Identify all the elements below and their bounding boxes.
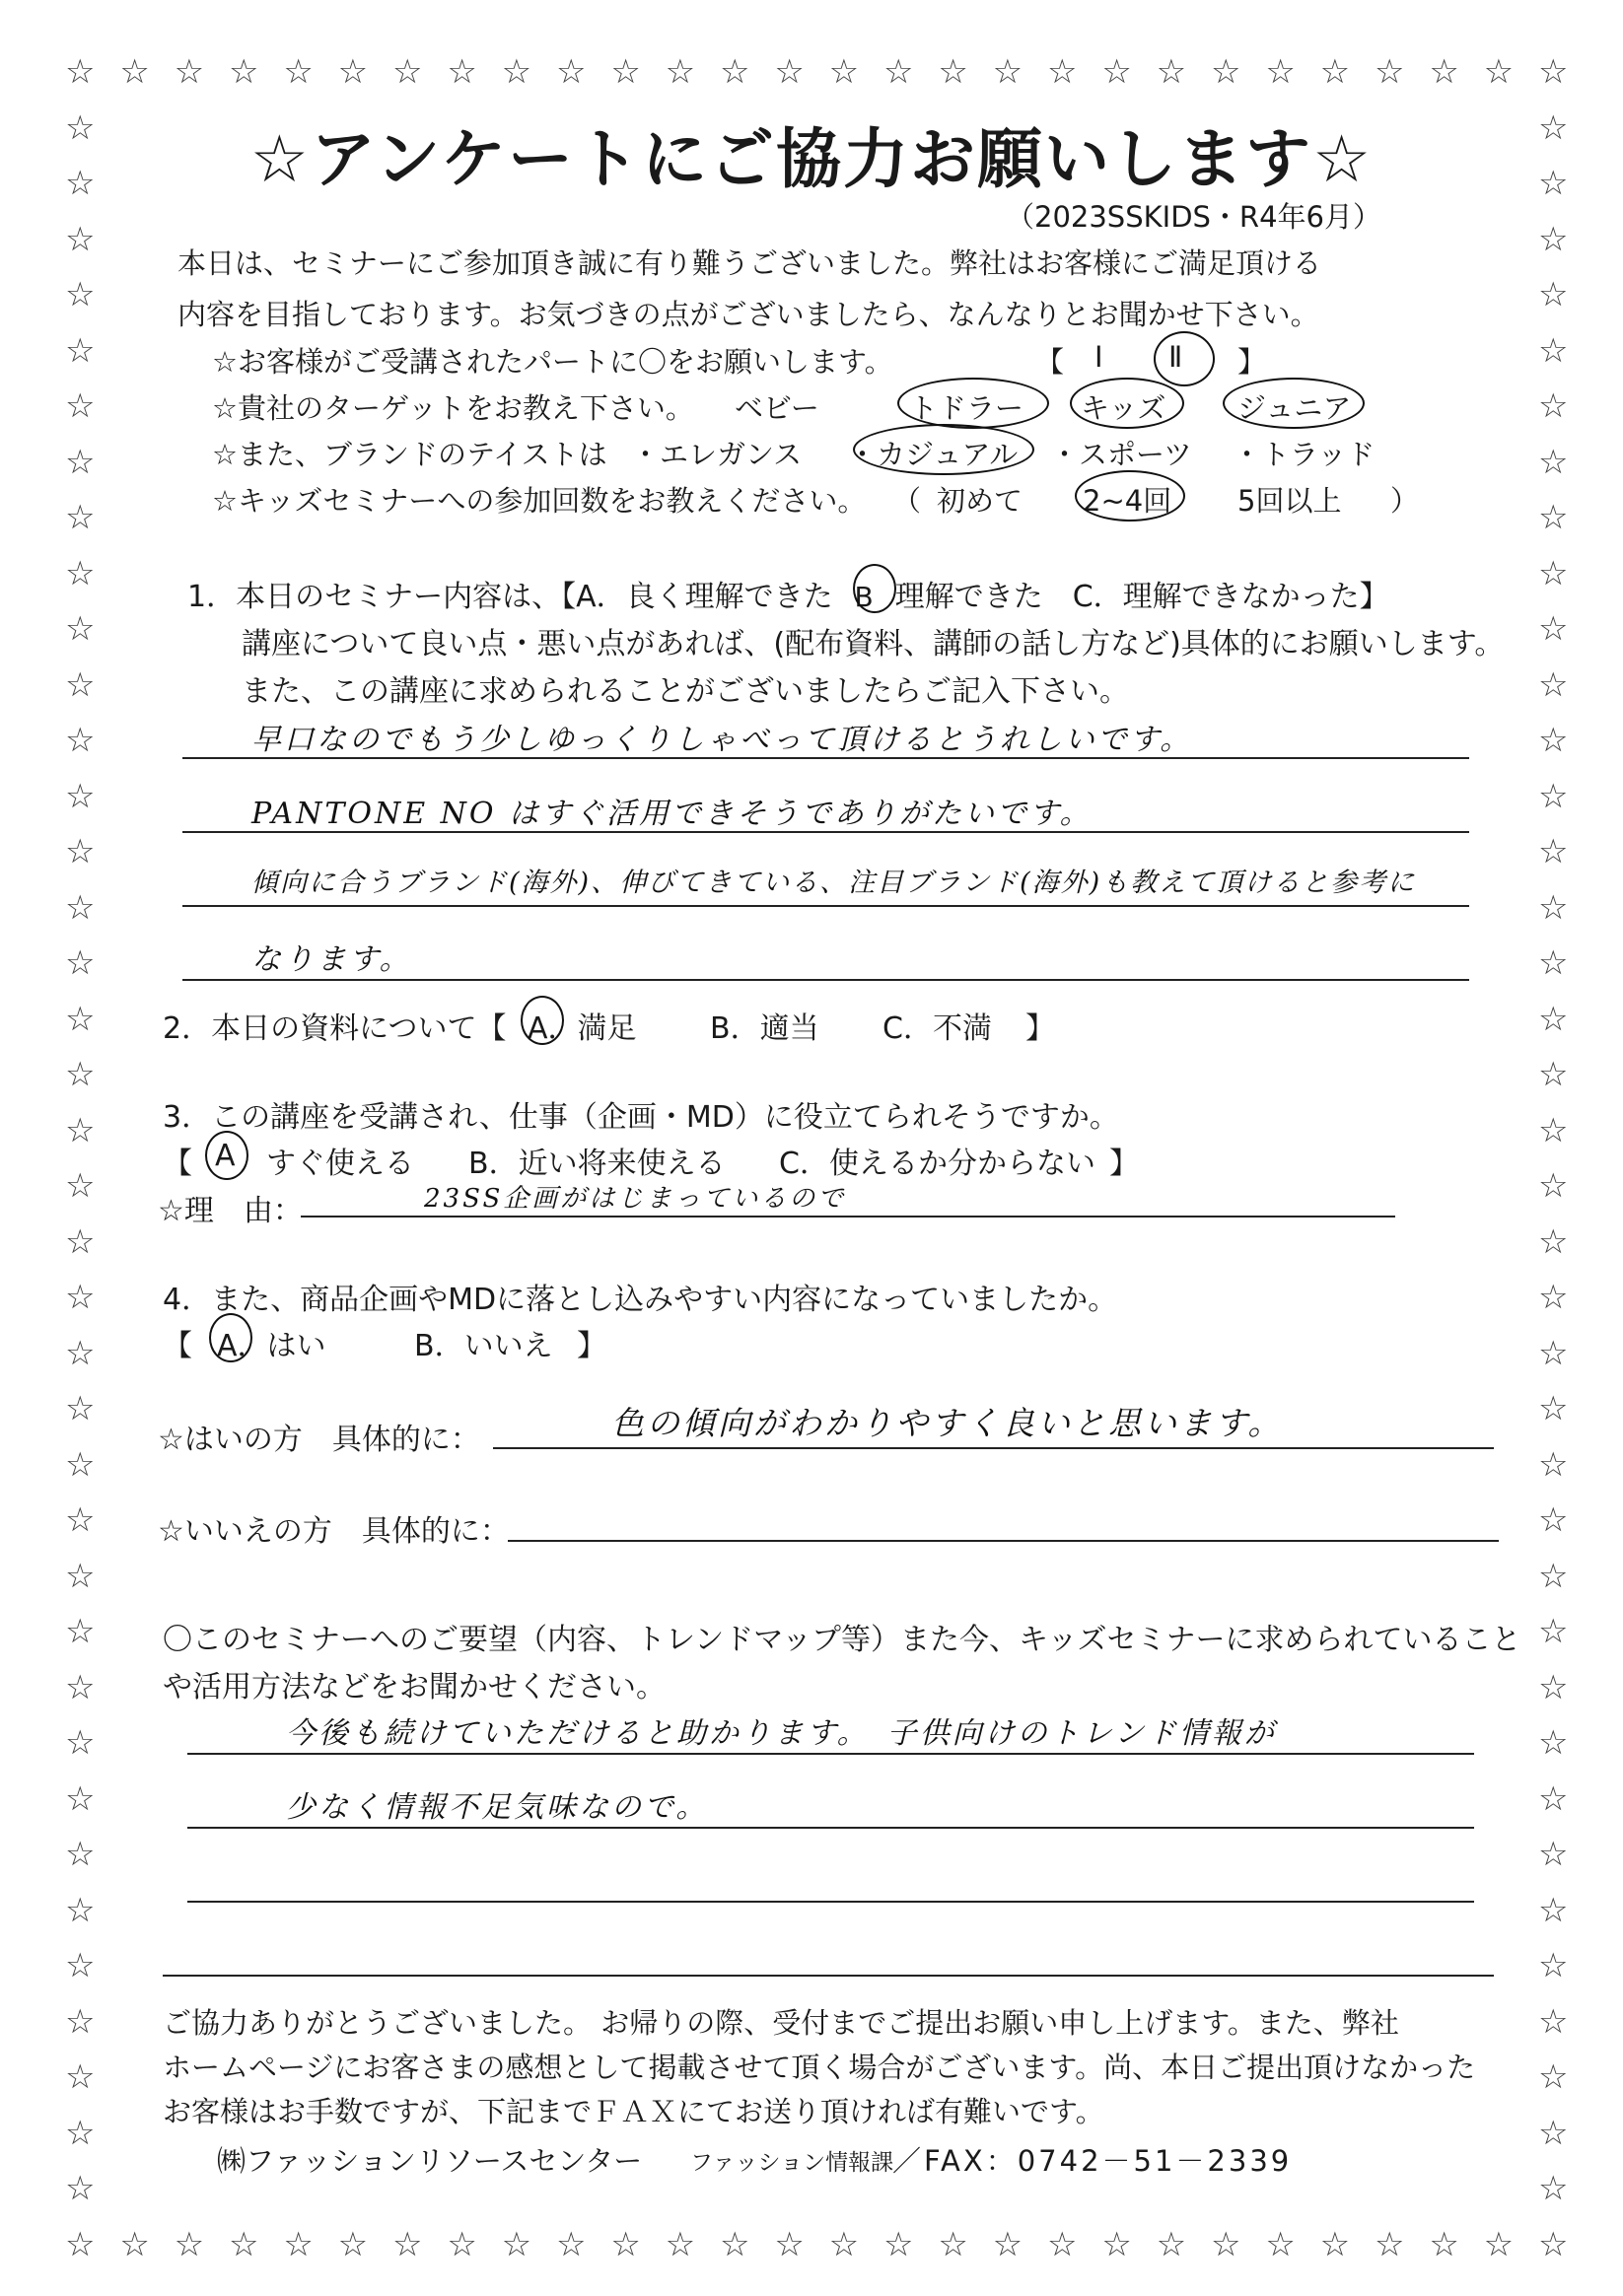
taste-label: ☆また、ブランドのテイストは bbox=[212, 438, 607, 471]
border-star-icon: ☆ bbox=[1538, 553, 1569, 593]
border-star-icon: ☆ bbox=[65, 1946, 96, 1986]
target-option-kids[interactable]: キッズ bbox=[1081, 391, 1166, 425]
intro-line-1: 本日は、セミナーにご参加頂き誠に有り難うございました。弊社はお客様にご満足頂ける bbox=[177, 246, 1322, 280]
border-star-icon: ☆ bbox=[1538, 498, 1569, 538]
q4-close: 】 bbox=[577, 1329, 606, 1363]
survey-code: （2023SSKIDS・R4年6月） bbox=[1006, 200, 1381, 234]
border-star-icon: ☆ bbox=[1538, 2169, 1569, 2209]
footer-dept: ファッション情報課 bbox=[690, 2150, 894, 2176]
q1-answer-line-1 bbox=[182, 757, 1469, 759]
border-star-icon: ☆ bbox=[65, 2001, 96, 2042]
border-star-icon: ☆ bbox=[337, 52, 369, 92]
border-star-icon: ☆ bbox=[65, 275, 96, 315]
q4-no-line bbox=[508, 1540, 1499, 1542]
q4-yes-label: ☆はいの方 具体的に： bbox=[158, 1423, 480, 1457]
border-star-icon: ☆ bbox=[1538, 776, 1569, 816]
taste-option-casual[interactable]: ・カジュアル bbox=[848, 438, 1019, 471]
border-star-icon: ☆ bbox=[65, 999, 96, 1039]
border-star-icon: ☆ bbox=[283, 52, 314, 92]
count-option-2to4[interactable]: 2~4回 bbox=[1083, 484, 1172, 518]
q3-reason-line bbox=[301, 1216, 1395, 1218]
part-option-2-circle bbox=[1154, 331, 1215, 386]
border-star-icon: ☆ bbox=[65, 1723, 96, 1764]
q3-option-b[interactable]: B．近い将来使える bbox=[468, 1147, 726, 1181]
border-star-icon: ☆ bbox=[1538, 609, 1569, 650]
q1-line-3: また、この講座に求められることがございましたらご記入下さい。 bbox=[242, 674, 1129, 709]
border-star-icon: ☆ bbox=[610, 52, 641, 92]
target-option-toddler[interactable]: トドラー bbox=[909, 391, 1024, 425]
border-star-icon: ☆ bbox=[1538, 107, 1569, 148]
border-star-icon: ☆ bbox=[774, 2225, 805, 2264]
border-star-icon: ☆ bbox=[556, 2225, 587, 2264]
border-star-icon: ☆ bbox=[65, 1055, 96, 1095]
border-star-icon: ☆ bbox=[174, 2225, 205, 2264]
border-star-icon: ☆ bbox=[65, 887, 96, 928]
border-star-icon: ☆ bbox=[65, 1278, 96, 1318]
q4-yes-answer: 色の傾向がわかりやすく良いと思います。 bbox=[611, 1404, 1284, 1442]
q5-line-1: 〇このセミナーへのご要望（内容、トレンドマップ等）また今、キッズセミナーに求められていること bbox=[163, 1623, 1521, 1657]
border-star-icon: ☆ bbox=[65, 164, 96, 204]
count-option-5plus[interactable]: 5回以上 bbox=[1237, 484, 1342, 518]
border-star-icon: ☆ bbox=[828, 2225, 860, 2264]
border-star-icon: ☆ bbox=[65, 609, 96, 650]
border-star-icon: ☆ bbox=[65, 1110, 96, 1150]
border-star-icon: ☆ bbox=[1538, 1612, 1569, 1652]
border-star-icon: ☆ bbox=[1538, 1946, 1569, 1986]
target-kids-circle bbox=[1070, 378, 1184, 429]
border-star-icon: ☆ bbox=[610, 2225, 641, 2264]
border-star-icon: ☆ bbox=[1538, 330, 1569, 371]
border-star-icon: ☆ bbox=[1538, 1221, 1569, 1262]
border-star-icon: ☆ bbox=[992, 52, 1023, 92]
border-star-icon: ☆ bbox=[1156, 52, 1187, 92]
border-star-icon: ☆ bbox=[1538, 1556, 1569, 1596]
border-star-icon: ☆ bbox=[1538, 721, 1569, 761]
border-star-icon: ☆ bbox=[828, 52, 860, 92]
border-star-icon: ☆ bbox=[1538, 1723, 1569, 1764]
border-star-icon: ☆ bbox=[65, 1667, 96, 1707]
q2-close: 】 bbox=[1025, 1011, 1055, 1046]
q3-close: 】 bbox=[1109, 1147, 1139, 1181]
border-star-icon: ☆ bbox=[1538, 2001, 1569, 2042]
border-star-icon: ☆ bbox=[1538, 442, 1569, 482]
q4-no-label: ☆いいえの方 具体的に： bbox=[158, 1514, 510, 1549]
border-star-icon: ☆ bbox=[1156, 2225, 1187, 2264]
q4-a-circle bbox=[209, 1313, 252, 1362]
q3-a-circle bbox=[205, 1131, 248, 1180]
border-star-icon: ☆ bbox=[65, 1221, 96, 1262]
q4-open: 【 bbox=[163, 1329, 192, 1363]
q2-a-circle bbox=[521, 996, 564, 1045]
q5-answer-2: 少なく情報不足気味なので。 bbox=[286, 1790, 709, 1825]
border-star-icon: ☆ bbox=[1429, 52, 1459, 92]
border-star-icon: ☆ bbox=[556, 52, 587, 92]
border-star-icon: ☆ bbox=[1211, 52, 1241, 92]
q3-reason-answer: 23SS企画がはじまっているので bbox=[424, 1184, 847, 1214]
border-star-icon: ☆ bbox=[65, 1500, 96, 1541]
taste-option-trad[interactable]: ・トラッド bbox=[1233, 438, 1376, 471]
border-star-icon: ☆ bbox=[1538, 2113, 1569, 2153]
border-star-icon: ☆ bbox=[1538, 52, 1569, 92]
q1-answer-line-2 bbox=[182, 831, 1469, 833]
border-star-icon: ☆ bbox=[392, 52, 423, 92]
border-star-icon: ☆ bbox=[119, 2225, 150, 2264]
border-star-icon: ☆ bbox=[229, 2225, 259, 2264]
border-star-icon: ☆ bbox=[1538, 1890, 1569, 1930]
count-label: ☆キッズセミナーへの参加回数をお教えください。 bbox=[212, 484, 867, 518]
border-star-icon: ☆ bbox=[65, 943, 96, 984]
border-star-icon: ☆ bbox=[938, 2225, 968, 2264]
border-star-icon: ☆ bbox=[1483, 2225, 1515, 2264]
taste-casual-circle bbox=[853, 424, 1034, 475]
border-star-icon: ☆ bbox=[1483, 52, 1515, 92]
border-star-icon: ☆ bbox=[65, 1612, 96, 1652]
border-star-icon: ☆ bbox=[1211, 2225, 1241, 2264]
border-star-icon: ☆ bbox=[65, 52, 96, 92]
border-star-icon: ☆ bbox=[501, 52, 532, 92]
border-star-icon: ☆ bbox=[1538, 1333, 1569, 1373]
q1-b-circle bbox=[853, 564, 896, 613]
border-star-icon: ☆ bbox=[65, 386, 96, 427]
border-star-icon: ☆ bbox=[1101, 2225, 1132, 2264]
count-paren-open: （ bbox=[892, 484, 922, 518]
border-star-icon: ☆ bbox=[720, 52, 750, 92]
border-star-icon: ☆ bbox=[774, 52, 805, 92]
taste-option-elegance[interactable]: ・エレガンス bbox=[631, 438, 803, 471]
q4-yes-line bbox=[493, 1447, 1494, 1449]
q4-text: 4．また、商品企画やMDに落とし込みやすい内容になっていましたか。 bbox=[163, 1283, 1118, 1317]
border-star-icon: ☆ bbox=[65, 1166, 96, 1207]
q2-option-c[interactable]: C．不満 bbox=[882, 1011, 992, 1046]
border-star-icon: ☆ bbox=[720, 2225, 750, 2264]
border-star-icon: ☆ bbox=[883, 2225, 914, 2264]
q1-answer-line-3 bbox=[182, 905, 1469, 907]
border-star-icon: ☆ bbox=[229, 52, 259, 92]
border-star-icon: ☆ bbox=[65, 664, 96, 705]
border-star-icon: ☆ bbox=[65, 107, 96, 148]
border-star-icon: ☆ bbox=[65, 1890, 96, 1930]
q2-text: 2．本日の資料について【 bbox=[163, 1011, 507, 1046]
border-star-icon: ☆ bbox=[65, 1835, 96, 1875]
intro-line-2: 内容を目指しております。お気づきの点がございましたら、なんなりとお聞かせ下さい。 bbox=[177, 298, 1319, 331]
border-star-icon: ☆ bbox=[501, 2225, 532, 2264]
border-star-icon: ☆ bbox=[1319, 2225, 1351, 2264]
border-star-icon: ☆ bbox=[174, 52, 205, 92]
border-star-icon: ☆ bbox=[665, 52, 696, 92]
q5-line-2: や活用方法などをお聞かせください。 bbox=[163, 1670, 666, 1705]
target-label: ☆貴社のターゲットをお教え下さい。 bbox=[212, 391, 694, 425]
border-star-icon: ☆ bbox=[1538, 832, 1569, 872]
border-star-icon: ☆ bbox=[447, 2225, 477, 2264]
border-star-icon: ☆ bbox=[65, 2113, 96, 2153]
border-star-icon: ☆ bbox=[1538, 275, 1569, 315]
border-star-icon: ☆ bbox=[1265, 52, 1296, 92]
count-2to4-circle bbox=[1075, 470, 1185, 522]
border-star-icon: ☆ bbox=[1047, 2225, 1078, 2264]
border-star-icon: ☆ bbox=[1538, 2225, 1569, 2264]
border-star-icon: ☆ bbox=[1538, 1835, 1569, 1875]
q3-text: 3．この講座を受講され、仕事（企画・MD）に役立てられそうですか。 bbox=[163, 1100, 1119, 1135]
border-star-icon: ☆ bbox=[65, 832, 96, 872]
target-option-baby[interactable]: ベビー bbox=[735, 391, 819, 425]
q4-option-b[interactable]: B．いいえ bbox=[414, 1329, 553, 1363]
part-bracket-open: 【 bbox=[1035, 345, 1065, 379]
footer-line-1: ご協力ありがとうございました。 お帰りの際、受付までご提出お願い申し上げます。また、弊社 bbox=[163, 2006, 1399, 2040]
q3-open: 【 bbox=[163, 1147, 192, 1181]
q2-option-b[interactable]: B．適当 bbox=[710, 1011, 819, 1046]
border-star-icon: ☆ bbox=[337, 2225, 369, 2264]
q5-answer-line-3 bbox=[187, 1901, 1474, 1903]
border-star-icon: ☆ bbox=[1538, 943, 1569, 984]
target-toddler-circle bbox=[897, 378, 1049, 429]
border-star-icon: ☆ bbox=[1538, 1110, 1569, 1150]
part-option-1[interactable]: Ⅰ bbox=[1094, 340, 1103, 374]
border-star-icon: ☆ bbox=[1047, 52, 1078, 92]
border-star-icon: ☆ bbox=[1319, 52, 1351, 92]
border-star-icon: ☆ bbox=[1538, 1166, 1569, 1207]
border-star-icon: ☆ bbox=[1101, 52, 1132, 92]
border-star-icon: ☆ bbox=[1538, 2057, 1569, 2098]
q1-choice-b[interactable]: B bbox=[854, 581, 874, 613]
border-star-icon: ☆ bbox=[65, 442, 96, 482]
border-star-icon: ☆ bbox=[65, 1556, 96, 1596]
q1-answer-line-4 bbox=[182, 979, 1469, 981]
border-star-icon: ☆ bbox=[1538, 219, 1569, 259]
q1-answer-4: なります。 bbox=[251, 942, 412, 977]
q3-option-a[interactable]: A bbox=[215, 1139, 236, 1173]
count-paren-close: ） bbox=[1390, 484, 1420, 518]
q3-option-c[interactable]: C．使えるか分からない bbox=[779, 1147, 1095, 1181]
border-star-icon: ☆ bbox=[1538, 1778, 1569, 1819]
border-star-icon: ☆ bbox=[1538, 1444, 1569, 1485]
border-star-icon: ☆ bbox=[65, 1444, 96, 1485]
target-junior-circle bbox=[1223, 378, 1365, 429]
q5-answer-line-2 bbox=[187, 1827, 1474, 1829]
border-star-icon: ☆ bbox=[65, 219, 96, 259]
border-star-icon: ☆ bbox=[1375, 52, 1405, 92]
border-star-icon: ☆ bbox=[992, 2225, 1023, 2264]
page-title: ☆アンケートにご協力お願いします☆ bbox=[249, 121, 1374, 197]
q1-answer-2: PANTONE NO はすぐ活用できそうでありがたいです。 bbox=[251, 797, 1093, 831]
border-star-icon: ☆ bbox=[938, 52, 968, 92]
q2-option-a[interactable]: A．満足 bbox=[528, 1011, 637, 1046]
part-option-2[interactable]: Ⅱ bbox=[1168, 340, 1183, 374]
border-star-icon: ☆ bbox=[283, 2225, 314, 2264]
border-star-icon: ☆ bbox=[65, 2057, 96, 2098]
border-star-icon: ☆ bbox=[65, 1389, 96, 1429]
border-star-icon: ☆ bbox=[65, 1778, 96, 1819]
q3-reason-label: ☆理 由： bbox=[158, 1194, 303, 1228]
border-star-icon: ☆ bbox=[883, 52, 914, 92]
q4-option-a[interactable]: A．はい bbox=[217, 1329, 326, 1363]
border-star-icon: ☆ bbox=[1538, 1055, 1569, 1095]
target-option-junior[interactable]: ジュニア bbox=[1237, 391, 1352, 425]
q1-line-2: 講座について良い点・悪い点があれば、(配布資料、講師の話し方など)具体的にお願いします。 bbox=[242, 627, 1505, 661]
border-star-icon: ☆ bbox=[1265, 2225, 1296, 2264]
border-star-icon: ☆ bbox=[65, 553, 96, 593]
q5-answer-1: 今後も続けていただけると助かります。 子供向けのトレンド情報が bbox=[286, 1716, 1277, 1751]
border-star-icon: ☆ bbox=[65, 2225, 96, 2264]
border-star-icon: ☆ bbox=[1538, 664, 1569, 705]
footer-line-3: お客様はお手数ですが、下記までＦＡＸにてお送り頂ければ有難いです。 bbox=[163, 2095, 1104, 2128]
border-star-icon: ☆ bbox=[1538, 1278, 1569, 1318]
border-star-icon: ☆ bbox=[65, 2169, 96, 2209]
border-star-icon: ☆ bbox=[1538, 999, 1569, 1039]
border-star-icon: ☆ bbox=[65, 330, 96, 371]
border-star-icon: ☆ bbox=[1375, 2225, 1405, 2264]
q5-answer-line-4 bbox=[163, 1975, 1494, 1977]
border-star-icon: ☆ bbox=[1538, 1667, 1569, 1707]
q5-answer-line-1 bbox=[187, 1753, 1474, 1755]
border-star-icon: ☆ bbox=[65, 1333, 96, 1373]
footer-fax: ／FAX：0742－51－2339 bbox=[892, 2144, 1293, 2178]
border-star-icon: ☆ bbox=[1429, 2225, 1459, 2264]
border-star-icon: ☆ bbox=[447, 52, 477, 92]
q1-answer-3: 傾向に合うブランド(海外)、伸びてきている、注目ブランド(海外)も教えて頂けると参考に bbox=[251, 868, 1417, 898]
q1-line-1 bbox=[187, 572, 1389, 615]
q3-option-a-text: すぐ使える bbox=[266, 1147, 414, 1181]
taste-option-sports[interactable]: ・スポーツ bbox=[1050, 438, 1192, 471]
q1-text-rest: 理解できた C．理解できなかった】 bbox=[894, 580, 1389, 614]
border-star-icon: ☆ bbox=[665, 2225, 696, 2264]
footer-company: ㈱ファッションリソースセンター bbox=[217, 2144, 643, 2178]
border-star-icon: ☆ bbox=[65, 721, 96, 761]
border-star-icon: ☆ bbox=[1538, 887, 1569, 928]
border-star-icon: ☆ bbox=[65, 498, 96, 538]
part-label: ☆お客様がご受講されたパートに〇をお願いします。 bbox=[212, 345, 893, 379]
border-star-icon: ☆ bbox=[1538, 1389, 1569, 1429]
border-star-icon: ☆ bbox=[65, 776, 96, 816]
border-star-icon: ☆ bbox=[119, 52, 150, 92]
q1-text: 1．本日のセミナー内容は、【A．良く理解できた bbox=[187, 580, 833, 614]
border-star-icon: ☆ bbox=[1538, 386, 1569, 427]
count-option-first[interactable]: 初めて bbox=[937, 484, 1023, 518]
border-star-icon: ☆ bbox=[1538, 164, 1569, 204]
border-star-icon: ☆ bbox=[1538, 1500, 1569, 1541]
part-bracket-close: 】 bbox=[1237, 345, 1267, 379]
border-star-icon: ☆ bbox=[392, 2225, 423, 2264]
footer-line-2: ホームページにお客さまの感想として掲載させて頂く場合がございます。尚、本日ご提出頂けなかった bbox=[163, 2051, 1476, 2084]
q1-answer-1: 早口なのでもう少しゆっくりしゃべって頂けるとうれしいです。 bbox=[251, 723, 1193, 757]
